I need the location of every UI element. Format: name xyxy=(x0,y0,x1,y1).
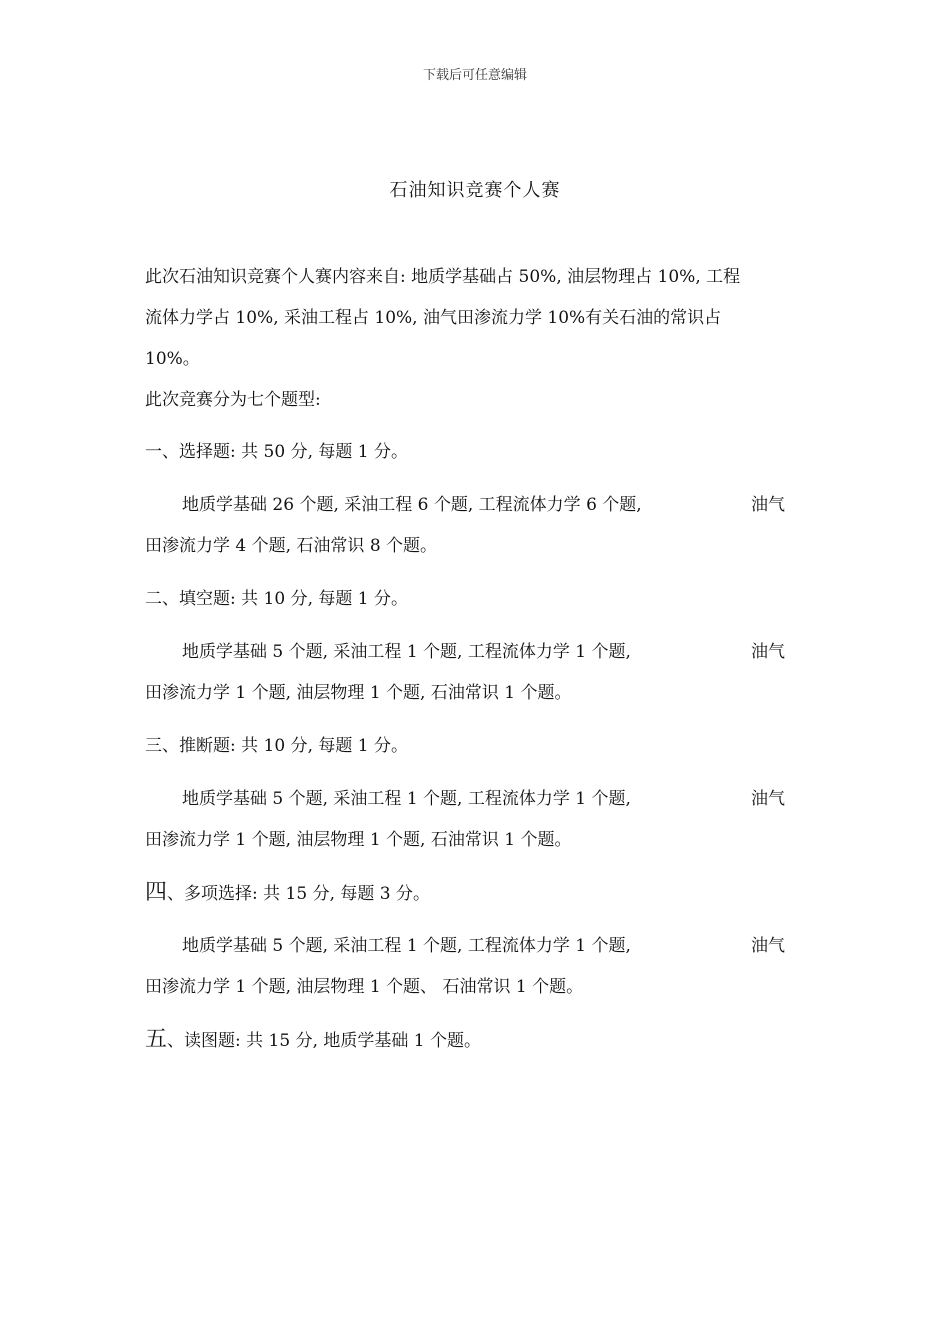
section-heading xyxy=(145,439,408,465)
section-detail-line-2: 田渗流力学 1 个题, 油层物理 1 个题、 石油常识 1 个题。 xyxy=(145,977,584,997)
section-detail-right: 油气 xyxy=(751,495,785,515)
section-heading-text: 、读图题: 共 15 分, 地质学基础 1 个题。 xyxy=(167,1031,482,1051)
section-detail-line-1: 地质学基础 5 个题, 采油工程 1 个题, 工程流体力学 1 个题, xyxy=(182,789,631,809)
intro-line-1: 此次石油知识竞赛个人赛内容来自: 地质学基础占 50%, 油层物理占 10%, 工程 xyxy=(145,267,741,287)
document-title: 石油知识竞赛个人赛 xyxy=(389,180,561,201)
section-detail-line-2: 田渗流力学 4 个题, 石油常识 8 个题。 xyxy=(145,536,438,556)
section-detail-right: 油气 xyxy=(751,642,785,662)
section-detail-line-2: 田渗流力学 1 个题, 油层物理 1 个题, 石油常识 1 个题。 xyxy=(145,830,572,850)
section-detail-line-1: 地质学基础 26 个题, 采油工程 6 个题, 工程流体力学 6 个题, xyxy=(182,495,642,515)
section-detail-line-1: 地质学基础 5 个题, 采油工程 1 个题, 工程流体力学 1 个题, xyxy=(182,642,631,662)
section-number: 一 xyxy=(145,442,162,462)
section-detail-right: 油气 xyxy=(751,789,785,809)
section-heading xyxy=(145,586,408,612)
section-detail-line-1: 地质学基础 5 个题, 采油工程 1 个题, 工程流体力学 1 个题, xyxy=(182,936,631,956)
intro-line-4: 此次竞赛分为七个题型: xyxy=(145,390,321,410)
intro-line-2: 流体力学占 10%, 采油工程占 10%, 油气田渗流力学 10%有关石油的常识占 xyxy=(145,308,722,328)
section-heading xyxy=(145,880,430,907)
section-heading xyxy=(145,1027,481,1054)
section-number: 四 xyxy=(145,880,168,905)
section-number: 二 xyxy=(145,589,162,609)
intro-line-3: 10%。 xyxy=(145,349,200,369)
section-heading-text: 、选择题: 共 50 分, 每题 1 分。 xyxy=(162,442,409,462)
page-header: 下载后可任意编辑 xyxy=(422,68,527,83)
section-number: 五 xyxy=(145,1027,168,1052)
section-number: 三 xyxy=(145,736,162,756)
section-heading-text: 、推断题: 共 10 分, 每题 1 分。 xyxy=(162,736,409,756)
section-detail-line-2: 田渗流力学 1 个题, 油层物理 1 个题, 石油常识 1 个题。 xyxy=(145,683,572,703)
section-heading-text: 、填空题: 共 10 分, 每题 1 分。 xyxy=(162,589,409,609)
section-heading xyxy=(145,733,408,759)
section-heading-text: 、多项选择: 共 15 分, 每题 3 分。 xyxy=(167,884,431,904)
section-detail-right: 油气 xyxy=(751,936,785,956)
